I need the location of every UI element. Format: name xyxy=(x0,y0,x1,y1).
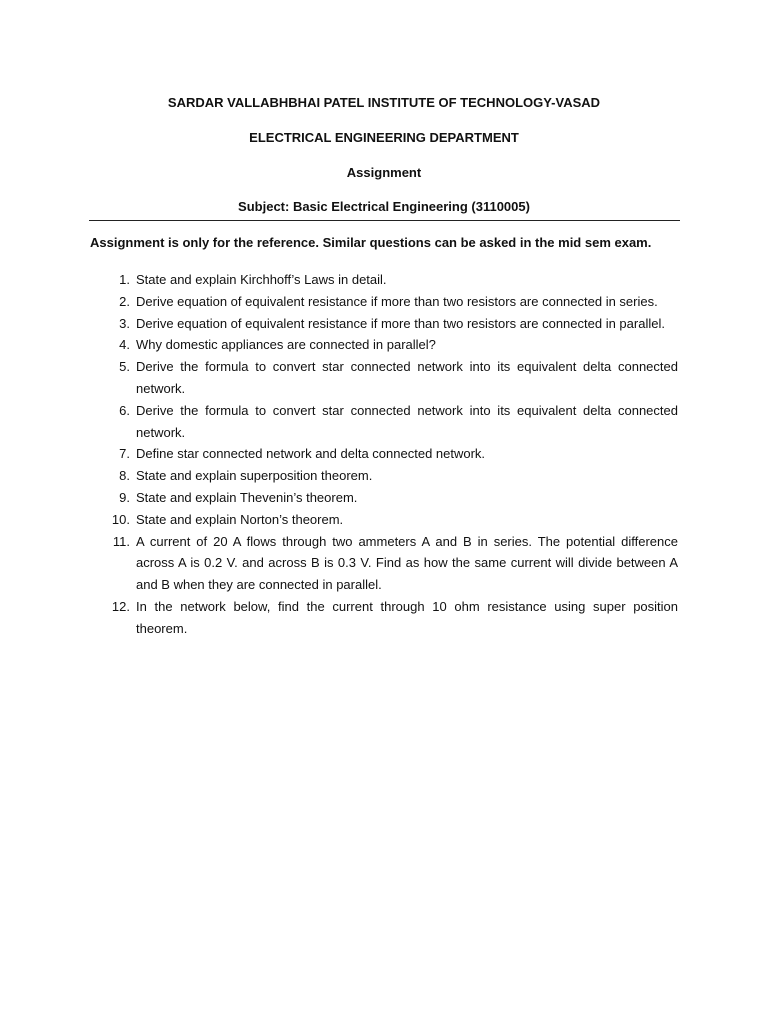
question-text: In the network below, find the current through 10 ohm resistance using super position theorem. xyxy=(136,598,678,636)
question-number: 9. xyxy=(119,489,130,505)
question-list xyxy=(100,269,678,640)
question-number: 1. xyxy=(119,272,130,287)
document-type: Assignment xyxy=(346,165,422,180)
question-item xyxy=(100,596,678,640)
question-text: State and explain Kirchhoff’s Laws in detail. xyxy=(136,272,387,287)
question-text: Derive equation of equivalent resistance if more than two resistors are connected in series. xyxy=(136,293,658,309)
question-item xyxy=(100,531,678,596)
question-item xyxy=(100,400,678,444)
institute-name: SARDAR VALLABHBHAI PATEL INSTITUTE OF TECHNOLOGY-VASAD xyxy=(167,95,601,110)
question-number: 8. xyxy=(119,468,130,484)
question-item xyxy=(100,356,678,400)
question-text: Define star connected network and delta connected network. xyxy=(136,446,486,462)
question-number: 3. xyxy=(119,315,130,331)
question-number: 2. xyxy=(119,293,130,309)
question-number: 10. xyxy=(111,511,130,527)
question-text: Why domestic appliances are connected in parallel? xyxy=(136,337,436,353)
question-item xyxy=(100,487,678,509)
question-number: 4. xyxy=(119,337,130,353)
question-item xyxy=(100,291,678,313)
question-number: 5. xyxy=(119,359,130,375)
department-name: ELECTRICAL ENGINEERING DEPARTMENT xyxy=(249,130,519,145)
question-number: 6. xyxy=(119,402,130,418)
question-text: State and explain superposition theorem. xyxy=(136,468,373,484)
reference-note: Assignment is only for the reference. Similar questions can be asked in the mid sem exam. xyxy=(90,235,652,250)
question-number: 12. xyxy=(111,598,130,614)
question-text: Derive the formula to convert star connected network into its equivalent delta connected network. xyxy=(136,359,678,396)
question-text: Derive equation of equivalent resistance if more than two resistors are connected in parallel. xyxy=(136,315,665,331)
question-text: State and explain Norton’s theorem. xyxy=(136,511,344,527)
question-item xyxy=(100,509,678,531)
question-text: State and explain Thevenin’s theorem. xyxy=(136,489,358,505)
question-item xyxy=(100,465,678,487)
question-number: 11. xyxy=(112,533,130,549)
question-item xyxy=(100,334,678,356)
question-number: 7. xyxy=(119,446,130,462)
subject-line: Subject: Basic Electrical Engineering (3110005) xyxy=(238,199,530,214)
question-text: Derive the formula to convert star connected network into its equivalent delta connected network. xyxy=(136,402,678,440)
question-item xyxy=(100,313,678,335)
question-item xyxy=(100,443,678,465)
question-text: A current of 20 A flows through two ammeters A and B in series. The potential difference across A is 0.2 V. and across B is 0.3 V. Find as how the same current will divide between A and B when they are connected in parallel. xyxy=(136,533,678,593)
question-item xyxy=(100,269,678,291)
header-divider xyxy=(89,220,680,221)
